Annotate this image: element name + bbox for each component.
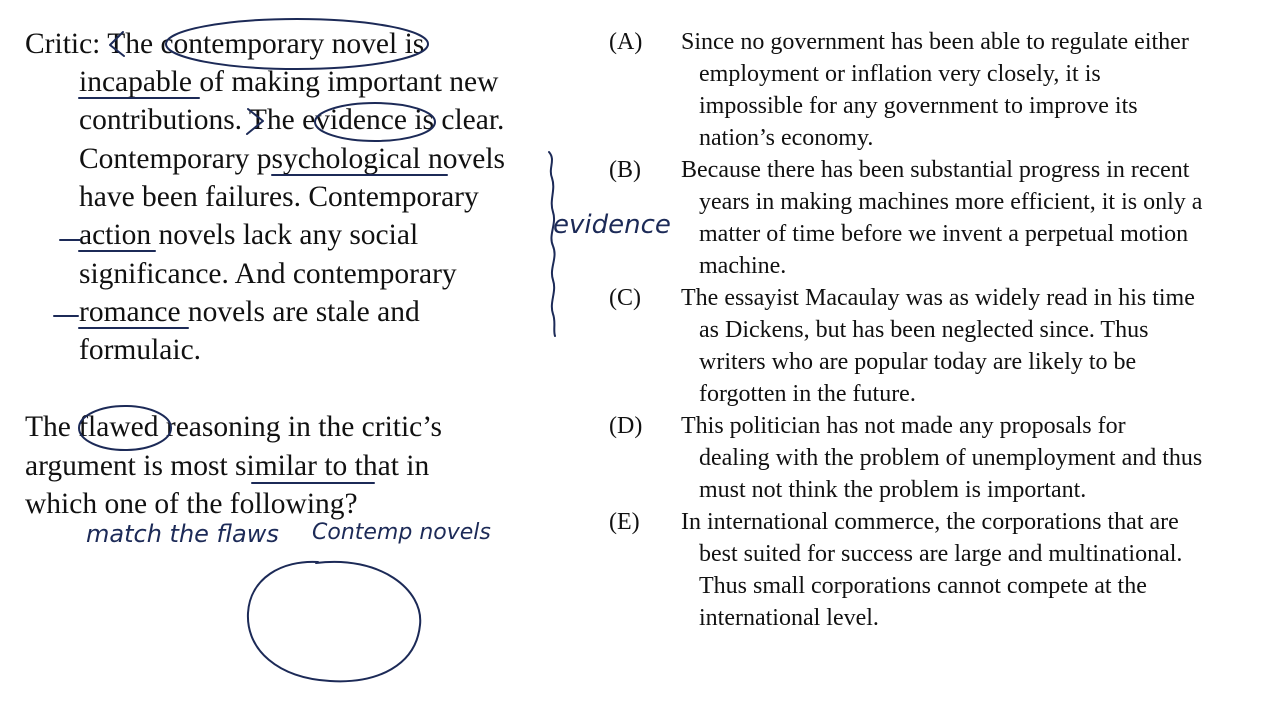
- stimulus-line: romance novels are stale and: [79, 296, 420, 328]
- stimulus-line: incapable of making important new: [79, 66, 499, 98]
- choice-letter: (E): [609, 509, 640, 535]
- choice-line: must not think the problem is important.: [699, 477, 1087, 503]
- choice-line: machine.: [699, 253, 787, 279]
- stimulus-line: formulaic.: [79, 334, 202, 366]
- choice-line: best suited for success are large and multinational.: [699, 541, 1183, 567]
- choice-letter: (A): [609, 29, 643, 55]
- stimulus-line: significance. And contemporary: [79, 258, 457, 290]
- drawn-circle: [248, 562, 420, 681]
- choice-line: writers who are popular today are likely to be: [699, 349, 1137, 375]
- stimulus-line: Critic: The contemporary novel is: [25, 28, 425, 60]
- stimulus-line: action novels lack any social: [79, 219, 419, 251]
- choice-line: years in making machines more efficient, it is only a: [699, 189, 1203, 215]
- choice-line: forgotten in the future.: [699, 381, 916, 407]
- choice-line: impossible for any government to improve its: [699, 93, 1138, 119]
- stimulus-line: contributions. The evidence is clear.: [79, 104, 505, 136]
- choice-line: matter of time before we invent a perpetual motion: [699, 221, 1189, 247]
- question-line: which one of the following?: [25, 488, 358, 520]
- handwritten-match-note: match the flaws: [86, 520, 279, 548]
- choice-line: Thus small corporations cannot compete at the: [699, 573, 1147, 599]
- choice-line: Because there has been substantial progress in recent: [681, 157, 1190, 183]
- choice-line: Since no government has been able to regulate either: [681, 29, 1189, 55]
- choice-line: international level.: [699, 605, 879, 631]
- stimulus-line: have been failures. Contemporary: [79, 181, 479, 213]
- choice-letter: (C): [609, 285, 641, 311]
- choice-line: The essayist Macaulay was as widely read in his time: [681, 285, 1195, 311]
- question-line: The flawed reasoning in the critic’s: [25, 411, 442, 443]
- choice-line: as Dickens, but has been neglected since. Thus: [699, 317, 1149, 343]
- question-line: argument is most similar to that in: [25, 450, 430, 482]
- choice-line: In international commerce, the corporations that are: [681, 509, 1179, 535]
- choice-line: This politician has not made any proposals for: [681, 413, 1126, 439]
- choice-letter: (B): [609, 157, 641, 183]
- handwritten-evidence-note: evidence: [553, 210, 671, 240]
- handwritten-contemp-note: Contemp novels: [312, 520, 491, 545]
- choice-letter: (D): [609, 413, 643, 439]
- choice-line: employment or inflation very closely, it is: [699, 61, 1101, 87]
- choice-line: dealing with the problem of unemployment and thus: [699, 445, 1203, 471]
- stimulus-line: Contemporary psychological novels: [79, 143, 506, 175]
- evidence-brace: [549, 152, 555, 336]
- choice-line: nation’s economy.: [699, 125, 874, 151]
